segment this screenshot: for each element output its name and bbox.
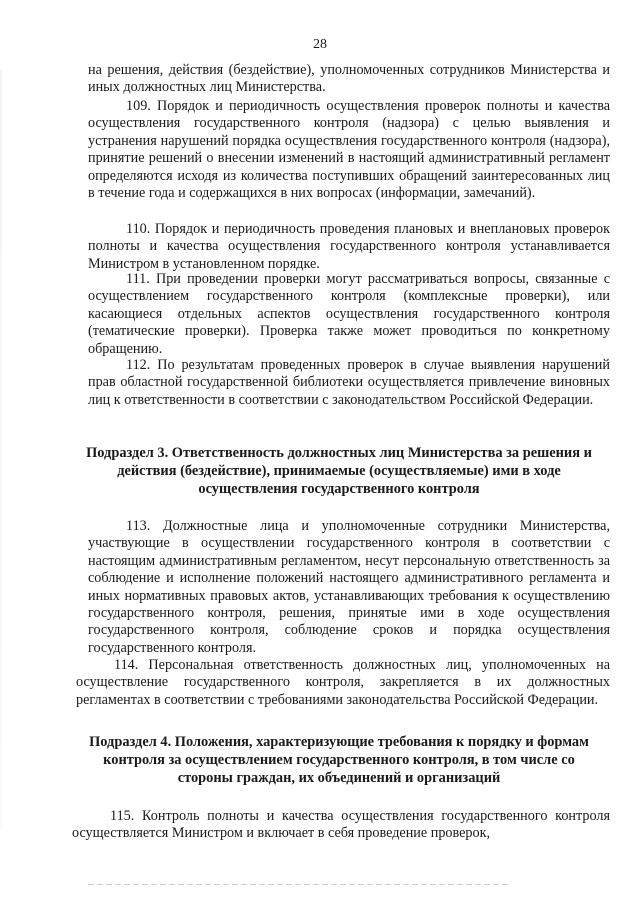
paragraph-111: 111. При проведении проверки могут рассматриваться вопросы, связанные с осуществлением государственного контроля (комплексные проверки), или касающиеся отдельных аспектов осуществления государственного контроля (тематические проверки). Проверка также может проводиться по конкретному обращению. xyxy=(88,271,610,357)
paragraph-112: 112. По результатам проведенных проверок в случае выявления нарушений прав областной государственной библиотеки осуществляется привлечение виновных лиц к ответственности в соответствии с законодательством Российской Федерации. xyxy=(88,357,610,408)
page-number: 28 xyxy=(313,37,327,52)
scan-edge-shadow xyxy=(0,70,2,830)
paragraph-continuation: на решения, действия (бездействие), уполномоченных сотрудников Министерства и иных должностных лиц Министерства. xyxy=(88,62,610,96)
paragraph-113: 113. Должностные лица и уполномоченные сотрудники Министерства, участвующие в осуществлении государственного контроля в соответствии с настоящим административным регламентом, несут персональную ответственность за соблюдение и исполнение положений настоящего административного регламента и иных нормативных правовых актов, устанавливающих требования к осуществлению государственного контроля, решения, принятые ими в ходе осуществления государственного контроля, соблюдение сроков и порядка осуществления государственного контроля. xyxy=(88,518,610,656)
paragraph-115: 115. Контроль полноты и качества осуществления государственного контроля осуществляется Министром и включает в себя проведение проверок, xyxy=(72,808,610,842)
subsection-4-heading: Подраздел 4. Положения, характеризующие требования к порядку и формам контроля за осуществлением государственного контроля, в том числе со стороны граждан, их объединений и организаций xyxy=(89,734,589,786)
subsection-3-heading: Подраздел 3. Ответственность должностных лиц Министерства за решения и действия (бездействие), принимаемые (осуществляемые) ими в ходе осуществления государственного контроля xyxy=(86,445,592,497)
paragraph-110: 110. Порядок и периодичность проведения плановых и внеплановых проверок полноты и качества осуществления государственного контроля устанавливается Министром в установленном порядке. xyxy=(88,221,610,272)
paragraph-114: 114. Персональная ответственность должностных лиц, уполномоченных на осуществление государственного контроля, закрепляется в их должностных регламентах в соответствии с требованиями законодательства Российской Федерации. xyxy=(76,657,610,708)
paragraph-109: 109. Порядок и периодичность осуществления проверок полноты и качества осуществления государственного контроля (надзора) с целью выявления и устранения нарушений порядка осуществления государственного контроля (надзора), принятие решений о внесении изменений в настоящий административный регламент определяются исходя из количества поступивших обращений заинтересованных лиц в течение года и содержащихся в них вопросах (информации, замечаний). xyxy=(88,98,610,202)
bottom-scan-line xyxy=(88,884,508,885)
